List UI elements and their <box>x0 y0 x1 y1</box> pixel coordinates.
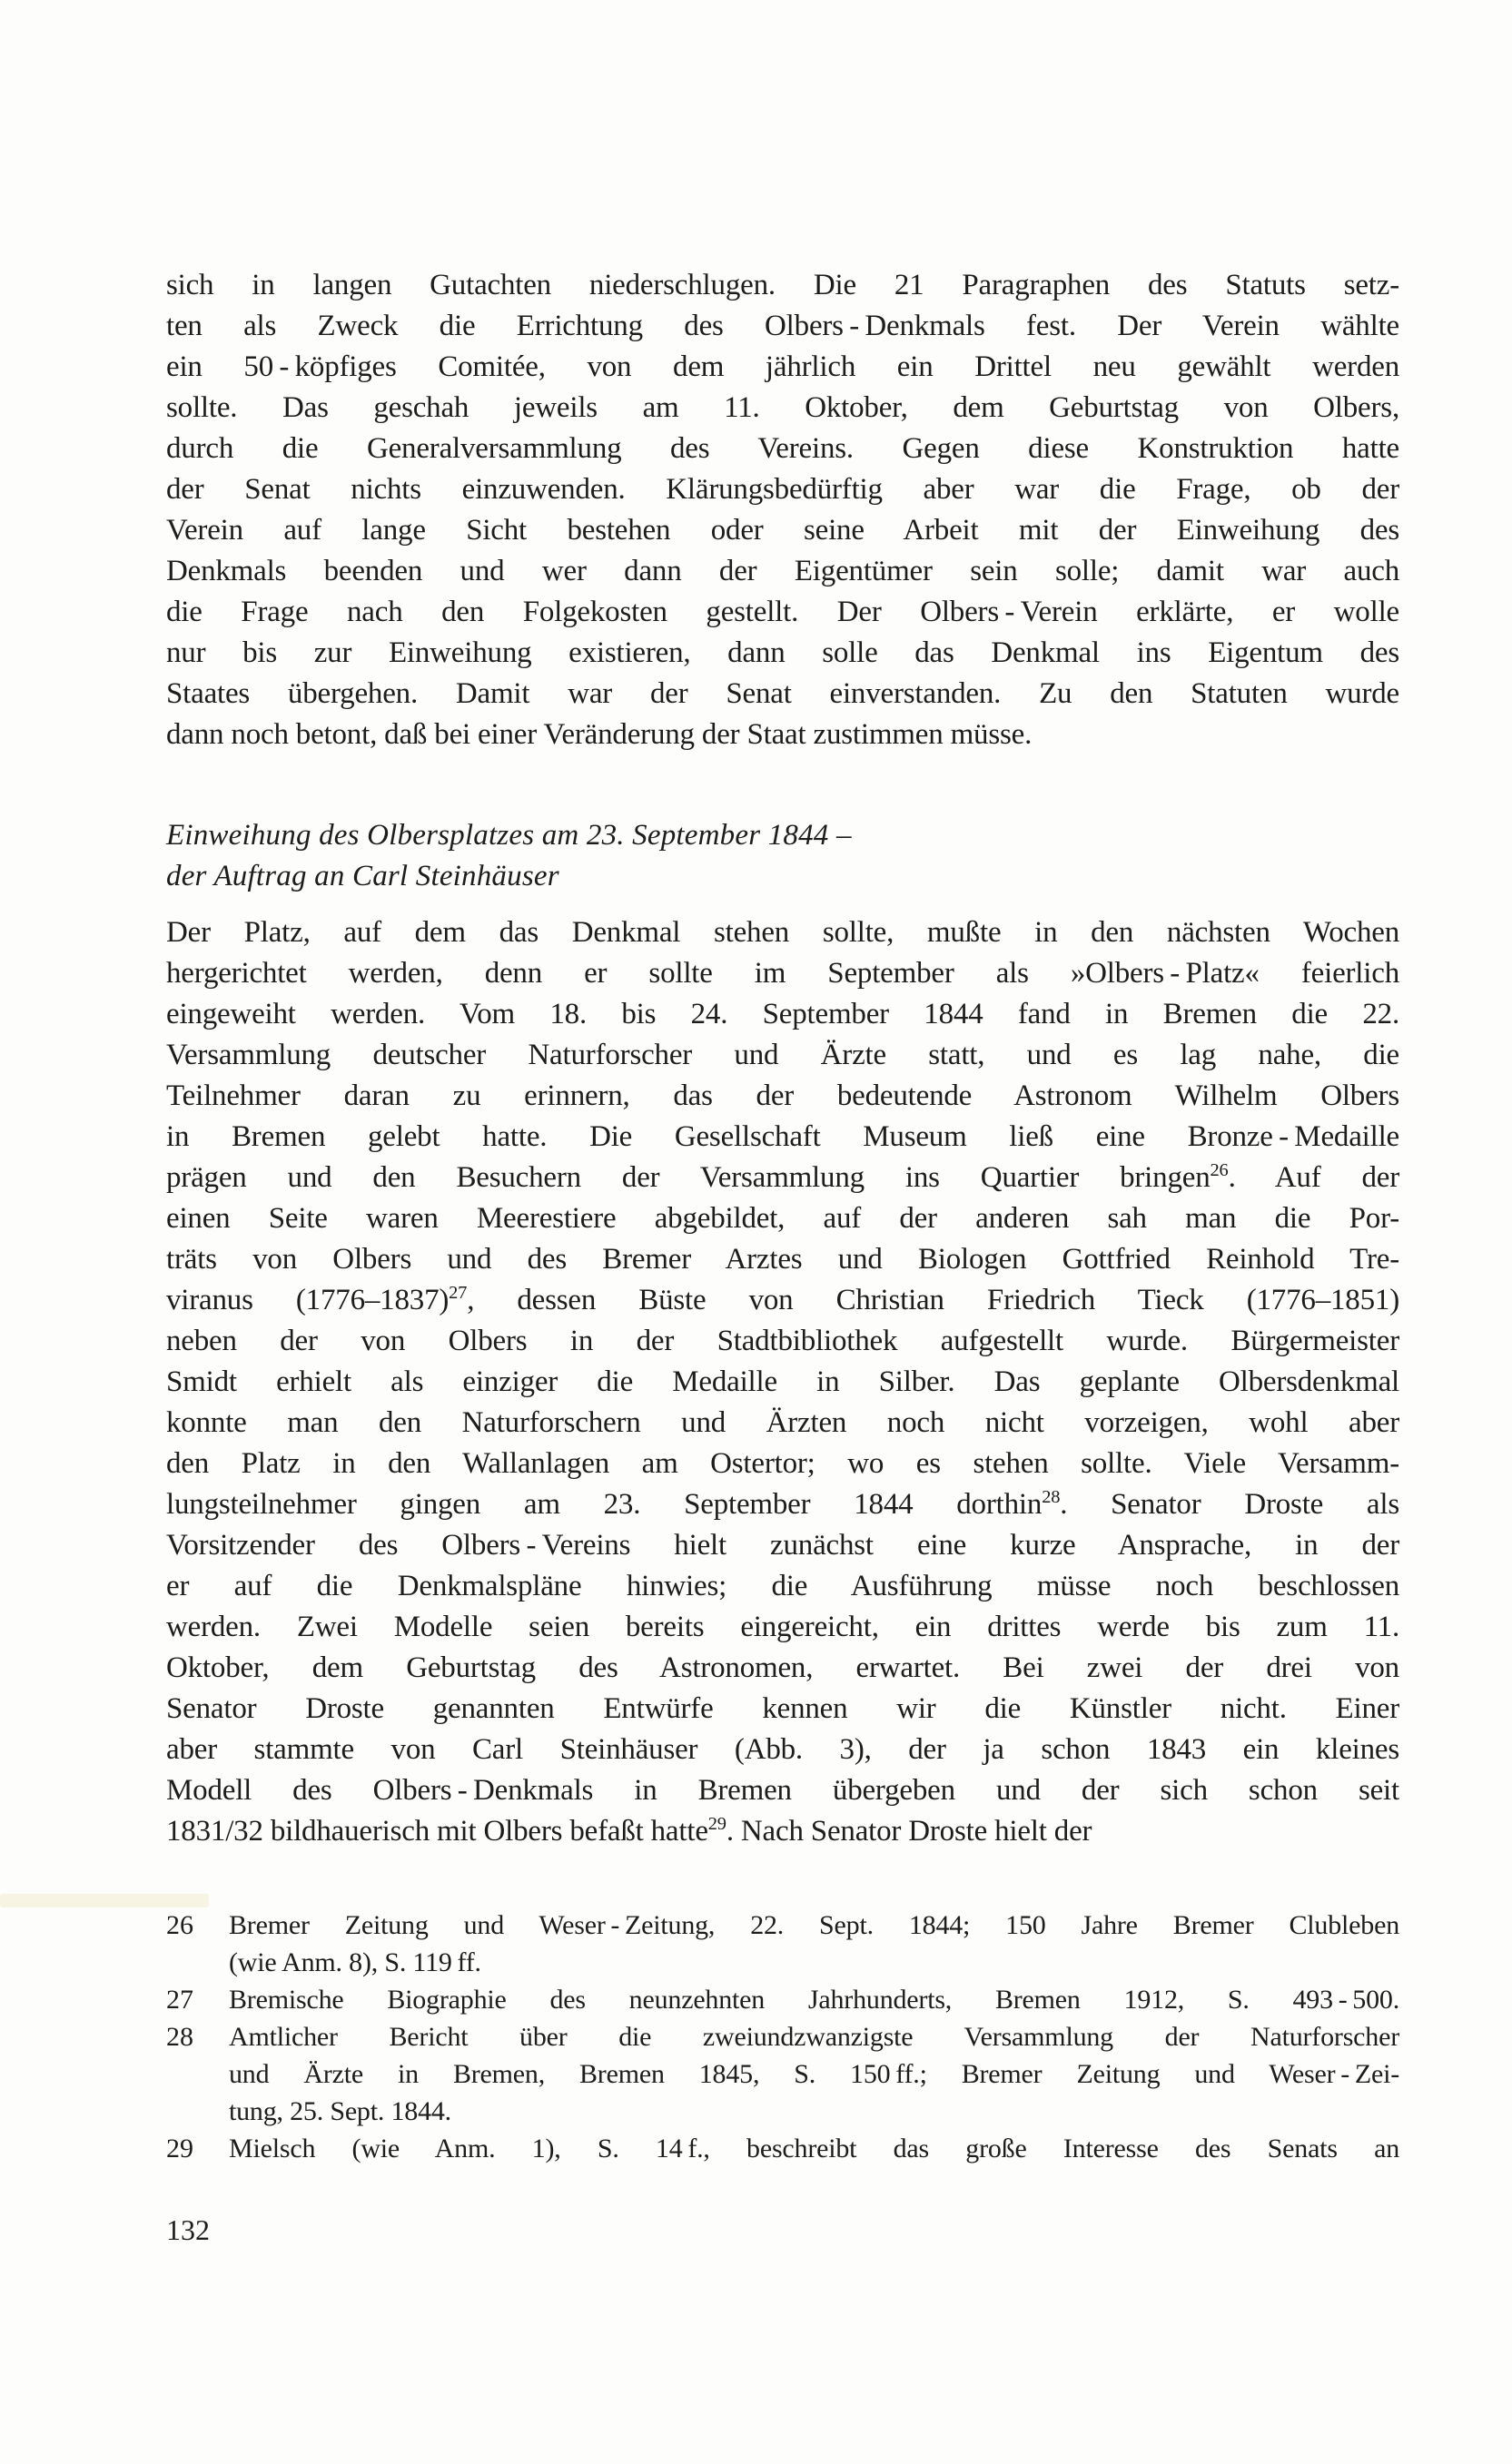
text-line: Oktober, dem Geburtstag des Astronomen, erwartet. Bei zwei der drei von <box>166 1651 1399 1684</box>
section-heading-line-2: der Auftrag an Carl Steinhäuser <box>166 860 559 892</box>
text-line: Staates übergehen. Damit war der Senat einverstanden. Zu den Statuten wurde <box>166 677 1399 710</box>
footnote <box>166 2018 1399 2130</box>
footnote-text <box>229 2130 1399 2167</box>
text-line: neben der von Olbers in der Stadtbibliothek aufgestellt wurde. Bürgermeister <box>166 1325 1399 1357</box>
footnote-number: 27 <box>166 1985 193 2015</box>
text-line: hergerichtet werden, denn er sollte im September als »Olbers - Platz« feierlich <box>166 957 1399 990</box>
text-line: ein 50 - köpfiges Comitée, von dem jährlich ein Drittel neu gewählt werden <box>166 350 1399 383</box>
text-line: Denkmals beenden und wer dann der Eigentümer sein solle; damit war auch <box>166 555 1399 587</box>
text-line: dann noch betont, daß bei einer Veränderung der Staat zustimmen müsse. <box>166 718 1033 751</box>
footnote-line: (wie Anm. 8), S. 119 ff. <box>229 1947 481 1977</box>
text-line: eingeweiht werden. Vom 18. bis 24. September 1844 fand in Bremen die 22. <box>166 998 1399 1030</box>
footnote-number: 28 <box>166 2022 193 2052</box>
text-line: den Platz in den Wallanlagen am Ostertor; wo es stehen sollte. Viele Versamm- <box>166 1447 1399 1480</box>
page-number: 132 <box>166 2213 210 2246</box>
footnote-line: tung, 25. Sept. 1844. <box>229 2096 451 2126</box>
footnote-line: und Ärzte in Bremen, Bremen 1845, S. 150 ff.; Bremer Zeitung und Weser - Zei- <box>229 2059 1399 2089</box>
section-heading-line-1: Einweihung des Olbersplatzes am 23. September 1844 – <box>166 819 852 852</box>
text-line: er auf die Denkmalspläne hinwies; die Ausführung müsse noch beschlossen <box>166 1570 1399 1602</box>
text-line: Senator Droste genannten Entwürfe kennen wir die Künstler nicht. Einer <box>166 1692 1399 1725</box>
text-line: konnte man den Naturforschern und Ärzten noch nicht vorzeigen, wohl aber <box>166 1406 1399 1439</box>
text-line: Verein auf lange Sicht bestehen oder seine Arbeit mit der Einweihung des <box>166 514 1399 547</box>
text-line: 1831/32 bildhauerisch mit Olbers befaßt hatte$^{29}$. Nach Senator Droste hielt der <box>166 1814 1092 1848</box>
footnote-number: 29 <box>166 2134 193 2163</box>
paragraph-einweihung <box>166 912 1399 1852</box>
text-line: Modell des Olbers - Denkmals in Bremen übergeben und der sich schon seit <box>166 1774 1399 1807</box>
text-line: sollte. Das geschah jeweils am 11. Oktober, dem Geburtstag von Olbers, <box>166 391 1399 424</box>
footnote <box>166 1907 1399 1981</box>
text-line: aber stammte von Carl Steinhäuser (Abb. 3), der ja schon 1843 ein kleines <box>166 1733 1399 1766</box>
scan-smudge-artifact <box>0 1894 209 1907</box>
footnote <box>166 1981 1399 2018</box>
paragraph-statut <box>166 265 1399 755</box>
text-line: der Senat nichts einzuwenden. Klärungsbedürftig aber war die Frage, ob der <box>166 473 1399 506</box>
footnote-text <box>229 1981 1399 2018</box>
footnote <box>166 2130 1399 2167</box>
text-line: träts von Olbers und des Bremer Arztes und Biologen Gottfried Reinhold Tre- <box>166 1243 1399 1276</box>
text-line: viranus (1776–1837)$^{27}$, dessen Büste von Christian Friedrich Tieck (1776–1851) <box>166 1283 1399 1316</box>
footnote-text <box>229 2018 1399 2130</box>
footnotes-section <box>166 1907 1399 2167</box>
text-line: durch die Generalversammlung des Vereins. Gegen diese Konstruktion hatte <box>166 432 1399 465</box>
text-line: die Frage nach den Folgekosten gestellt. Der Olbers - Verein erklärte, er wolle <box>166 596 1399 628</box>
text-line: einen Seite waren Meerestiere abgebildet, auf der anderen sah man die Por- <box>166 1202 1399 1235</box>
footnote-reference: 27 <box>449 1283 468 1303</box>
footnote-number: 26 <box>166 1910 193 1940</box>
footnote-reference: 28 <box>1042 1487 1061 1507</box>
text-line: Versammlung deutscher Naturforscher und Ärzte statt, und es lag nahe, die <box>166 1039 1399 1071</box>
text-line: Smidt erhielt als einziger die Medaille in Silber. Das geplante Olbersdenkmal <box>166 1365 1399 1398</box>
text-line: werden. Zwei Modelle seien bereits eingereicht, ein drittes werde bis zum 11. <box>166 1611 1399 1643</box>
footnote-line: Amtlicher Bericht über die zweiundzwanzigste Versammlung der Naturforscher <box>229 2022 1399 2052</box>
section-heading <box>166 815 1399 897</box>
text-line: sich in langen Gutachten niederschlugen. Die 21 Paragraphen des Statuts setz- <box>166 269 1399 301</box>
text-line: prägen und den Besuchern der Versammlung ins Quartier bringen$^{26}$. Auf der <box>166 1160 1399 1194</box>
footnote-line: Bremische Biographie des neunzehnten Jahrhunderts, Bremen 1912, S. 493 - 500. <box>229 1985 1399 2015</box>
text-line: nur bis zur Einweihung existieren, dann solle das Denkmal ins Eigentum des <box>166 636 1399 669</box>
text-line: Der Platz, auf dem das Denkmal stehen sollte, mußte in den nächsten Wochen <box>166 916 1399 949</box>
text-line: Vorsitzender des Olbers - Vereins hielt zunächst eine kurze Ansprache, in der <box>166 1529 1399 1562</box>
footnote-reference: 29 <box>707 1814 726 1834</box>
text-line: in Bremen gelebt hatte. Die Gesellschaft Museum ließ eine Bronze - Medaille <box>166 1120 1399 1153</box>
footnote-line: Bremer Zeitung und Weser - Zeitung, 22. Sept. 1844; 150 Jahre Bremer Clubleben <box>229 1910 1399 1940</box>
text-line: ten als Zweck die Errichtung des Olbers - Denkmals fest. Der Verein wählte <box>166 310 1399 342</box>
footnote-reference: 26 <box>1210 1160 1229 1180</box>
footnote-line: Mielsch (wie Anm. 1), S. 14 f., beschreibt das große Interesse des Senats an <box>229 2134 1399 2163</box>
text-line: Teilnehmer daran zu erinnern, das der bedeutende Astronom Wilhelm Olbers <box>166 1079 1399 1112</box>
text-line: lungsteilnehmer gingen am 23. September 1844 dorthin$^{28}$. Senator Droste als <box>166 1487 1399 1521</box>
footnote-text <box>229 1907 1399 1981</box>
